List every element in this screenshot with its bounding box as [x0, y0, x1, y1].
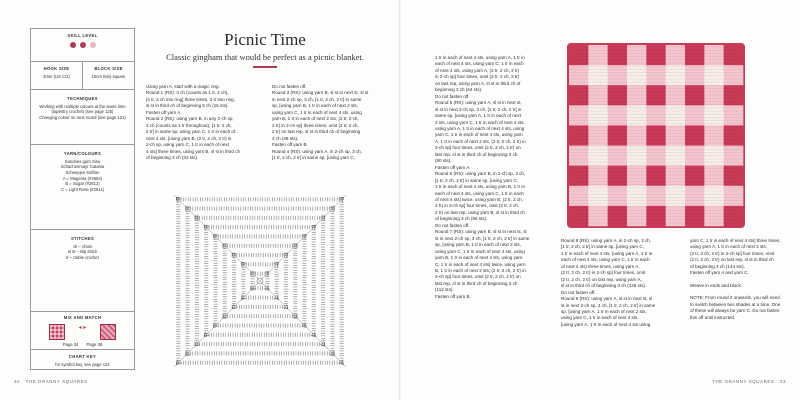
instruction-line: yarn C, 1 tr in each of next 4 sts] three times,: [690, 238, 781, 243]
gingham-cell: [588, 186, 608, 206]
instruction-line: 3 ch (48 sts).: [272, 135, 299, 141]
gingham-cell: [569, 85, 589, 105]
instruction-line: using yarn C, 1 tr in each of next 4 sts, using: [435, 248, 525, 254]
pattern-subtitle: Classic gingham that would be perfect as a picnic blanket.: [166, 52, 364, 62]
instruction-line: Round 1 (RS): 3 ch (counts as 1 tr, 2 ch),: [146, 90, 229, 96]
instruction-line: [4 tr, 2 ch into ring] three times, 3 tr into ring,: [146, 96, 235, 102]
skill-level-heading: SKILL LEVEL: [67, 33, 98, 38]
running-footer: THE GRANNY SQUARES: [25, 379, 88, 384]
mix-match-heading: MIX AND MATCH: [63, 315, 102, 320]
mix-match-tile-image: [49, 324, 65, 340]
skill-dot-filled: [80, 42, 86, 48]
instruction-line: on last rep, using yarn A, sl st in third ch of: [435, 80, 521, 86]
mix-match-tiles: [31, 324, 134, 340]
instruction-line: Weave in ends and block.: [690, 282, 742, 288]
instruction-line: of beginning 3 ch (144 sts).: [690, 263, 745, 269]
gingham-cell: [569, 105, 589, 125]
instruction-line: Do not fasten off.: [435, 222, 470, 228]
page-footer-right: [712, 379, 786, 384]
mix-match-tile-image: [100, 324, 116, 340]
instruction-line: Round 3 (RS): using yarn B, sl st in next st, sl st: [272, 90, 369, 96]
gingham-cell: [588, 85, 608, 105]
instruction-line: Round 5 (RS): using yarn A, sl st in next st,: [435, 100, 522, 106]
yarn-line: Sandnes garn Sisu: [64, 158, 101, 164]
instruction-line: (112 sts).: [435, 287, 454, 293]
instruction-line: beginning 3 ch (64 sts).: [435, 87, 483, 93]
mix-match-page-link: Page 34: [62, 341, 79, 347]
skill-dot-filled: [70, 42, 76, 48]
instruction-line: sl st in third ch of beginning 5 ch (16 sts).: [146, 103, 229, 109]
page-footer-left: [14, 379, 88, 384]
instruction-line: of beginning 3 ch (32 sts).: [146, 154, 199, 160]
techniques-heading: TECHNIQUES: [67, 96, 98, 101]
hook-size: [31, 62, 83, 89]
gingham-cell: [666, 186, 686, 206]
instruction-line: Round 9 (RS): using yarn A, sl st in next st, sl: [561, 296, 653, 302]
gingham-square-photo: [567, 43, 745, 228]
instruction-line: Do not fasten off.: [561, 289, 596, 295]
instruction-line: next 4 sts, [using yarn B, (2 tr, 2 ch, 2 tr) in: [146, 135, 232, 141]
title-divider: [253, 66, 277, 68]
chart-key-line: for symbol key, see page 122: [55, 361, 110, 367]
instruction-line: st in next 2-ch sp, 3 ch, [1 tr, 2 ch, 2 tr] in same: [435, 235, 530, 241]
gingham-cell: [627, 186, 647, 206]
gingham-cell: [588, 45, 608, 65]
instruction-line: yarn B, 1 tr in each of next 2 sts, (2 tr, 2 ch,: [272, 116, 359, 122]
instruction-line: 2 tr] in same sp, using yarn C, 1 tr in each of: [146, 129, 236, 135]
chart-key-section: [31, 349, 134, 371]
instruction-line: 2-ch sp] four times, omit (2 tr, 2 ch, 2 tr) on: [435, 145, 521, 151]
instruction-line: 4 sts] three times, using yarn B, sl st in third ch: [146, 148, 241, 154]
instruction-line: [1 tr, 2 ch, 2 tr] in same sp, [using yarn C,: [561, 244, 644, 250]
instruction-line: B, 1 tr in each of next 2 sts, (2 tr, 2 ch, 2 tr) in: [435, 267, 526, 273]
instruction-line: sl st in third ch of beginning 3 ch (128 sts).: [561, 283, 647, 289]
gingham-cell: [685, 85, 705, 105]
instruction-line: of next 4 sts) three times, using yarn A,: [561, 263, 640, 269]
instruction-line: Do not fasten off.: [435, 93, 470, 99]
instructions-column: [561, 238, 683, 328]
skill-dot-empty: [90, 42, 96, 48]
instruction-line: 2 tr) in 2-ch sp] four times, omit (2 tr, 2 ch,: [435, 203, 520, 209]
instruction-line: this off until instructed.: [690, 314, 736, 320]
instruction-line: (80 sts).: [435, 158, 452, 164]
stitches-section: [31, 229, 134, 279]
instruction-line: 2-ch sp, using yarn C, 1 tr in each of next: [146, 142, 229, 148]
yarn-line: Scheepjes Softfun: [65, 170, 100, 176]
crochet-symbol-chart: [170, 193, 350, 368]
skill-level-dots: [31, 42, 134, 48]
gingham-cell: [724, 45, 744, 65]
instruction-line: Round 6 (RS): using yarn B, in 2-ch sp, 3 ch,: [435, 171, 526, 177]
instruction-line: 1 tr in each of next 4 sts, using yarn B, 1 tr in: [435, 184, 525, 190]
instruction-line: sp, [using yarn B, 1 tr in each of next 2 sts,: [272, 103, 358, 109]
instruction-line: Fasten off yarn A.: [435, 164, 471, 170]
techniques-section: [31, 89, 134, 144]
gingham-cell: [666, 45, 686, 65]
gingham-cell: [704, 85, 724, 105]
instruction-line: (2 tr, 2 ch, 2 tr) in 2-ch sp] four times, omit: [690, 250, 775, 256]
gingham-cell: [724, 186, 744, 206]
instruction-line: Round 8 (RS): using yarn A, in 2-ch sp, 3 ch,: [561, 238, 651, 243]
instruction-line: using yarn A, 1 tr in each of next 4 sts, using: [435, 125, 525, 131]
gingham-cell: [685, 105, 705, 125]
chart-key-heading: CHART KEY: [68, 354, 97, 359]
gingham-cell: [608, 85, 628, 105]
block-size: [83, 62, 134, 89]
instruction-line: Fasten off yarn B.: [435, 293, 471, 299]
gingham-cell: [646, 85, 666, 105]
instructions-column: [690, 238, 792, 321]
instruction-line: A, 1 tr in each of next 2 sts, (2 tr, 2 ch, 2 tr) in: [435, 138, 526, 144]
gingham-cell: [646, 45, 666, 65]
instruction-line: sl st in next 2-ch sp, 3 ch, [1 tr, 2 ch, 2 tr] in: [435, 106, 522, 112]
yarn-line: B = Sugar (#2612): [65, 181, 100, 187]
stitches-line: sl st – slip stitch: [67, 249, 98, 255]
instruction-line: in 2-ch sp] four times, omit (2 tr, 2 ch, 2 tr): [435, 74, 520, 80]
gingham-cell: [685, 45, 705, 65]
instruction-line: 2 tr) in 2-ch sp] three times, omit (2 tr, 2 ch,: [272, 122, 359, 128]
gingham-cell: [724, 85, 744, 105]
skill-level-section: [31, 29, 134, 55]
instruction-line: (2 tr, 2 ch, 2 tr) on last rep, sl st in third ch: [690, 257, 774, 263]
pattern-title: Picnic Time: [224, 30, 306, 49]
mix-match-page-link: Page 38: [86, 341, 103, 347]
stitches-heading: STITCHES: [70, 236, 95, 241]
gingham-cell: [569, 186, 589, 206]
size-section: [31, 61, 134, 89]
page-number: 33: [779, 379, 786, 384]
instruction-line: Fasten off yarn B.: [272, 142, 308, 148]
gingham-cell: [724, 105, 744, 125]
instruction-line: C, 1 tr in each of next 4 sts] twice, using yarn: [435, 261, 526, 267]
gingham-cell: [569, 45, 589, 65]
instruction-line: each of next 4 sts, using yarn C, 1 tr in each: [561, 257, 650, 263]
gingham-cell: [608, 105, 628, 125]
instruction-line: Fasten off yarn A and yarn C.: [690, 270, 749, 276]
gingham-cell: [704, 105, 724, 125]
block-size-heading: BLOCK SIZE: [94, 66, 123, 71]
techniques-line: Changing colour on next round (see page 121): [39, 115, 126, 121]
swap-arrows-icon: ◂ ▸: [78, 324, 87, 331]
instruction-line: same sp, [using yarn A, 1 tr in each of next: [435, 113, 521, 119]
yarn-line: A = Magenta (#2654): [62, 175, 103, 181]
instruction-line: each of next 4 sts, using yarn C, 1 tr in each: [435, 61, 524, 67]
instruction-line: Using yarn A, start with a magic ring.: [146, 84, 220, 89]
block-size-value: 15cm (6in) square: [91, 73, 126, 79]
instruction-line: 2 sts, using yarn C, 1 tr in each of next 4 sts,: [435, 119, 525, 125]
instructions-column: [435, 55, 557, 300]
instruction-line: sp, [using yarn B, 1 tr in each of next 2 sts,: [435, 242, 521, 248]
instruction-line: 2 tr) on last rep, sl st in third ch of beginning: [272, 129, 361, 135]
instruction-line: 3 ch (counts as 1 tr throughout), [1 tr, 2 ch,: [146, 122, 232, 128]
yarn-heading: YARN/COLOURS: [63, 151, 102, 156]
yarn-line: Schachenmayr Catania: [60, 164, 105, 170]
stitches-line: tr – treble crochet: [66, 255, 99, 261]
instruction-line: using yarn A, 1 tr in each of next 2 sts,: [690, 244, 768, 250]
instruction-line: using yarn C, 1 tr in each of next 4 sts, using: [272, 109, 362, 115]
gingham-cell: [704, 186, 724, 206]
techniques-line: Working with multiple colours at the same time: [39, 103, 126, 109]
instruction-line: of next 4 sts, using yarn A, (2 tr, 2 ch, 2 tr): [435, 67, 520, 73]
gingham-cell: [666, 105, 686, 125]
gingham-cell: [627, 85, 647, 105]
instruction-line: of next 4 sts] twice, using yarn B, (2 tr, 2 ch,: [435, 196, 523, 202]
instruction-line: Round 7 (RS): using yarn B, sl st in next st, sl: [435, 229, 527, 235]
page-number: 32: [14, 379, 21, 384]
instruction-line: Do not fasten off.: [272, 84, 307, 89]
techniques-line: (tapestry crochet) (see page 125): [51, 109, 114, 115]
hook-size-heading: HOOK SIZE: [43, 66, 70, 71]
instruction-line: [1 tr, 2 ch, 2 tr] in same sp, [using yarn C,: [435, 177, 518, 183]
running-footer: THE GRANNY SQUARES: [712, 379, 775, 384]
gingham-cell: [685, 186, 705, 206]
gingham-cell: [704, 45, 724, 65]
gingham-cell: [608, 45, 628, 65]
hook-size-value: 3mm (US C/2): [43, 73, 70, 79]
instruction-line: last rep, sl st in third ch of beginning 3 ch: [435, 280, 518, 286]
instructions-column: [146, 84, 266, 161]
stitches-line: ch – chain: [72, 243, 93, 249]
instruction-line: 1 tr in each of next 4 sts, (using yarn A, 1 tr in: [561, 250, 653, 256]
pattern-info-box: [30, 28, 135, 370]
instruction-line: [1 tr, 2 ch, 2 tr] in same sp, [using yarn C,: [272, 154, 355, 160]
gingham-cell: [627, 45, 647, 65]
instructions-column: [272, 84, 394, 161]
gingham-cell: [608, 186, 628, 206]
mix-match-section: [31, 311, 134, 349]
instruction-line: 1 tr in each of next 4 sts, using yarn A, 1 tr in: [435, 55, 525, 60]
gingham-cell: [646, 105, 666, 125]
gingham-cell: [666, 85, 686, 105]
instruction-line: yarn C, 1 tr in each of next 4 sts, using yarn: [435, 132, 523, 138]
mix-match-labels: [31, 342, 134, 348]
instruction-line: Fasten off yarn A.: [146, 109, 182, 115]
instruction-line: each of next 4 sts, using yarn C, 1 tr in each: [435, 190, 524, 196]
instruction-line: Round 2 (RS): using yarn B, in any 2-ch sp,: [146, 116, 234, 122]
yarn-line: C = Light Rose (#2511): [60, 187, 105, 193]
instruction-line: NOTE: From round 2 onwards, you will need: [690, 295, 780, 301]
instruction-line: (2 tr, 2 ch, 2 tr) on last rep, using yarn A,: [561, 276, 642, 282]
instruction-line: 2 tr) on last rep, using yarn B, sl st in third ch: [435, 209, 525, 215]
gingham-cell: [588, 105, 608, 125]
instruction-line: of beginning 3 ch (96 sts).: [435, 216, 488, 222]
instruction-line: of these will always be yarn C. Do not fasten: [690, 308, 780, 314]
instruction-line: last rep, sl st in third ch of beginning 3 ch: [435, 151, 518, 157]
instruction-line: Round 4 (RS): using yarn A, in 2-ch sp, 3 ch,: [272, 148, 362, 154]
instruction-line: st in next 2-ch sp, 3 ch, [1 tr, 2 ch, 2 tr] in same: [561, 302, 656, 308]
instruction-line: 2-ch sp] four times, omit (2 tr, 2 ch, 2 tr) on: [435, 274, 521, 280]
instruction-line: using yarn C, 1 tr in each of next 4 sts,: [561, 315, 639, 321]
book-gutter: [399, 0, 401, 400]
gingham-cell: [646, 186, 666, 206]
instruction-line: (2 tr, 2 ch, 2 tr) in 2-ch sp] four times, omit: [561, 270, 646, 276]
gingham-cell: [627, 105, 647, 125]
instruction-line: sp, [using yarn A, 1 tr in each of next 2 sts,: [561, 308, 647, 314]
instruction-line: in next 2-ch sp, 3 ch, [1 tr, 2 ch, 2 tr] in same: [272, 96, 362, 102]
instruction-line: [using yarn A, 1 tr in each of next 4 sts using: [561, 321, 651, 327]
instruction-line: to switch between two shades at a time. One: [690, 301, 781, 307]
yarn-section: [31, 144, 134, 229]
instruction-line: yarn B, 1 tr in each of next 4 sts, using yarn: [435, 255, 523, 261]
